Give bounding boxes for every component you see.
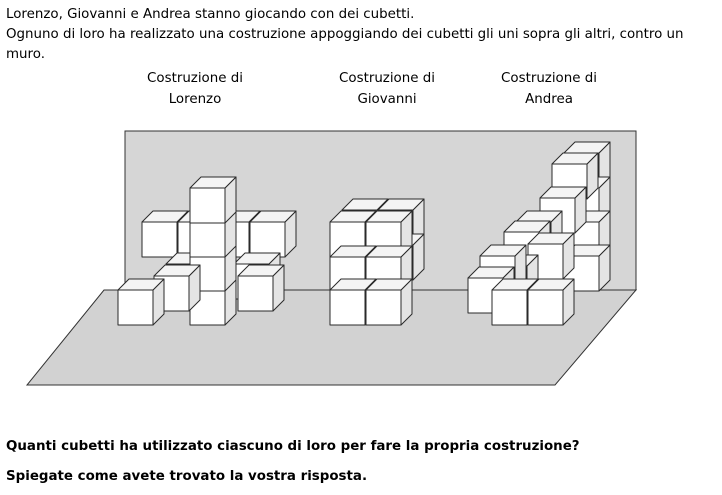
label-lorenzo-line2: Lorenzo — [168, 92, 222, 107]
label-andrea-line1: Costruzione di — [501, 71, 597, 86]
question-2: Spiegate come avete trovato la vostra risposta. — [6, 469, 368, 484]
cube — [118, 279, 164, 325]
cube — [238, 265, 284, 311]
label-lorenzo-line1: Costruzione di — [147, 71, 243, 86]
cube — [190, 177, 236, 223]
question-1: Quanti cubetti ha utilizzato ciascuno di loro per fare la propria costruzione? — [6, 439, 580, 454]
cube — [250, 211, 296, 257]
label-andrea-line2: Andrea — [525, 92, 573, 107]
cube — [528, 279, 574, 325]
cube — [366, 279, 412, 325]
label-giovanni-line1: Costruzione di — [339, 71, 435, 86]
intro-line-2: Ognuno di loro ha realizzato una costruzione appoggiando dei cubetti gli uni sopra gli altri, contro un muro. — [6, 27, 684, 62]
label-giovanni-line2: Giovanni — [357, 92, 417, 107]
construction-giovanni — [330, 199, 424, 325]
intro-line-1: Lorenzo, Giovanni e Andrea stanno giocando con dei cubetti. — [6, 7, 415, 22]
